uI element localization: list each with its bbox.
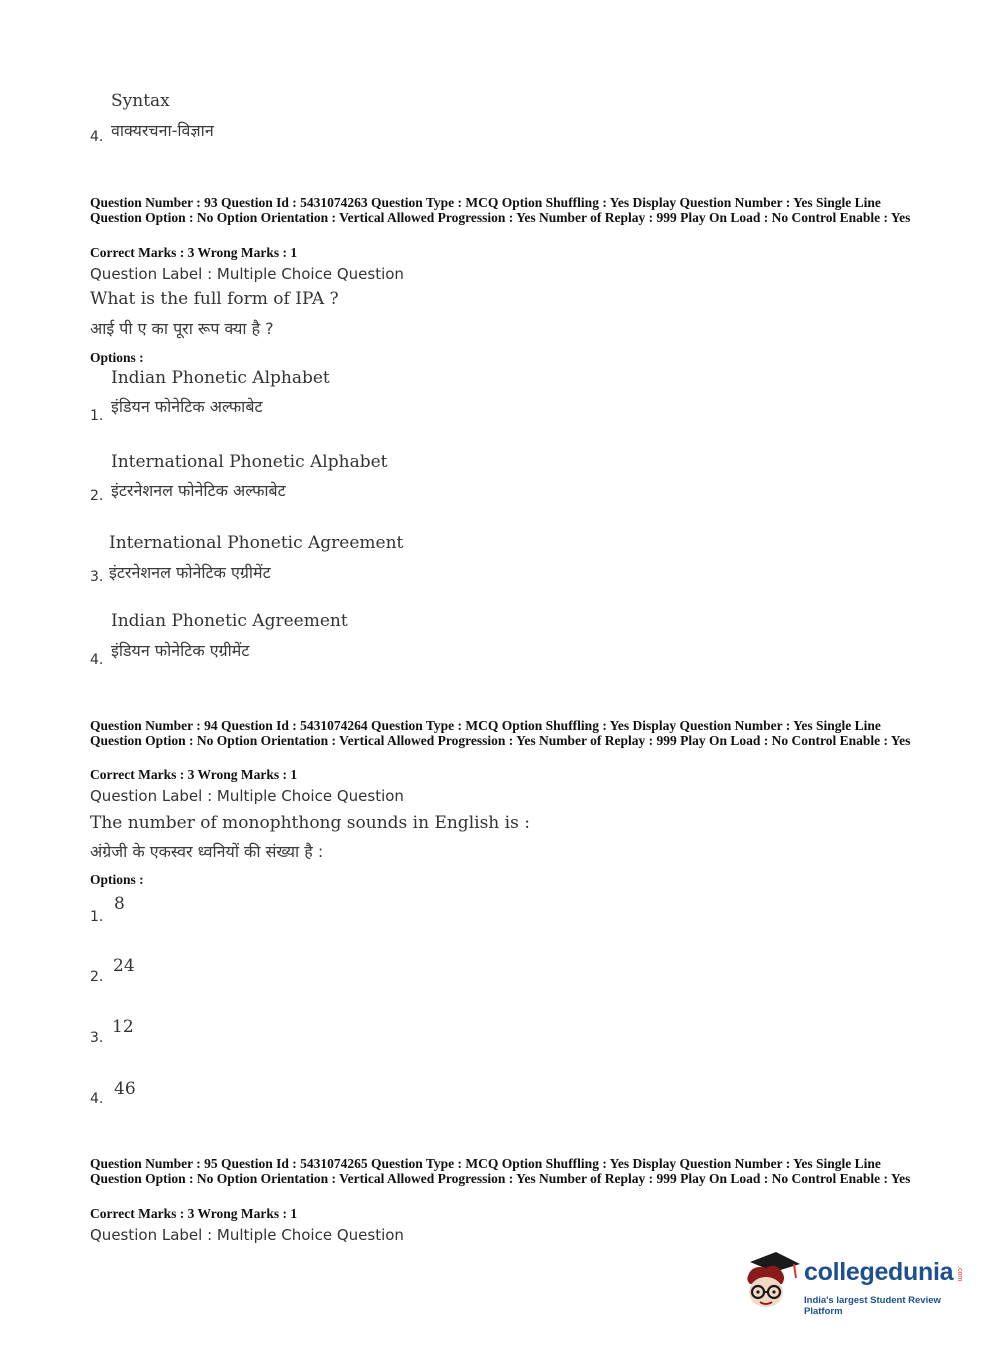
q93-option-2-en: International Phonetic Alphabet [111, 452, 388, 472]
logo-tagline: India's largest Student Review Platform [804, 1295, 941, 1317]
q93-question-hi: आई पी ए का पूरा रूप क्या है ? [90, 319, 274, 338]
prev-option-4-hi: वाक्यरचना-विज्ञान [111, 121, 214, 140]
q94-label: Question Label : Multiple Choice Question [90, 787, 404, 805]
q93-option-2-hi: इंटरनेशनल फोनेटिक अल्फाबेट [111, 481, 286, 500]
q93-option-4-en: Indian Phonetic Agreement [111, 611, 348, 631]
q93-option-4-number: 4. [90, 652, 104, 668]
q93-option-4-hi: इंडियन फोनेटिक एग्रीमेंट [111, 641, 250, 660]
q94-option-4-value: 46 [114, 1079, 136, 1099]
q93-option-3-hi: इंटरनेशनल फोनेटिक एग्रीमेंट [109, 563, 271, 582]
collegedunia-logo[interactable] [742, 1250, 972, 1317]
q94-option-2-number: 2. [90, 969, 104, 985]
q93-option-1-en: Indian Phonetic Alphabet [111, 368, 330, 388]
q94-question-en: The number of monophthong sounds in English is : [90, 813, 530, 833]
logo-suffix: .com [956, 1266, 963, 1282]
q93-meta: Question Number : 93 Question Id : 5431074263 Question Type : MCQ Option Shuffling : Yes Display Question Number : Yes Single Line Question Option : No Option Orientation : Vertical Allowed Progression : Yes Number of Replay : 999 Play On Load : No Control Enable : Yes [90, 195, 911, 225]
q94-marks: Correct Marks : 3 Wrong Marks : 1 [90, 767, 298, 782]
q94-options-header: Options : [90, 872, 144, 887]
q93-option-3-en: International Phonetic Agreement [109, 533, 404, 553]
q93-options-header: Options : [90, 350, 144, 365]
q95-meta: Question Number : 95 Question Id : 5431074265 Question Type : MCQ Option Shuffling : Yes Display Question Number : Yes Single Line Question Option : No Option Orientation : Vertical Allowed Progression : Yes Number of Replay : 999 Play On Load : No Control Enable : Yes [90, 1156, 911, 1186]
q94-option-3-number: 3. [90, 1030, 104, 1046]
mascot-icon [742, 1250, 802, 1312]
q93-option-3-number: 3. [90, 569, 104, 585]
q94-option-3-value: 12 [112, 1017, 134, 1037]
q94-option-1-number: 1. [90, 909, 104, 925]
q93-option-1-number: 1. [90, 408, 104, 424]
q95-marks: Correct Marks : 3 Wrong Marks : 1 [90, 1206, 298, 1221]
q94-option-4-number: 4. [90, 1091, 104, 1107]
q95-label: Question Label : Multiple Choice Question [90, 1226, 404, 1244]
q94-option-2-value: 24 [113, 956, 135, 976]
q93-option-1-hi: इंडियन फोनेटिक अल्फाबेट [111, 397, 263, 416]
prev-option-4-number: 4. [90, 129, 104, 145]
q94-question-hi: अंग्रेजी के एकस्वर ध्वनियों की संख्या है : [90, 842, 324, 861]
q93-marks: Correct Marks : 3 Wrong Marks : 1 [90, 245, 298, 260]
prev-option-4-en: Syntax [111, 91, 170, 111]
q93-question-en: What is the full form of IPA ? [90, 289, 339, 309]
q94-meta: Question Number : 94 Question Id : 5431074264 Question Type : MCQ Option Shuffling : Yes Display Question Number : Yes Single Line Question Option : No Option Orientation : Vertical Allowed Progression : Yes Number of Replay : 999 Play On Load : No Control Enable : Yes [90, 718, 911, 748]
q94-option-1-value: 8 [114, 894, 125, 914]
q93-option-2-number: 2. [90, 488, 104, 504]
logo-name: collegedunia [804, 1258, 954, 1286]
q93-label: Question Label : Multiple Choice Question [90, 265, 404, 283]
